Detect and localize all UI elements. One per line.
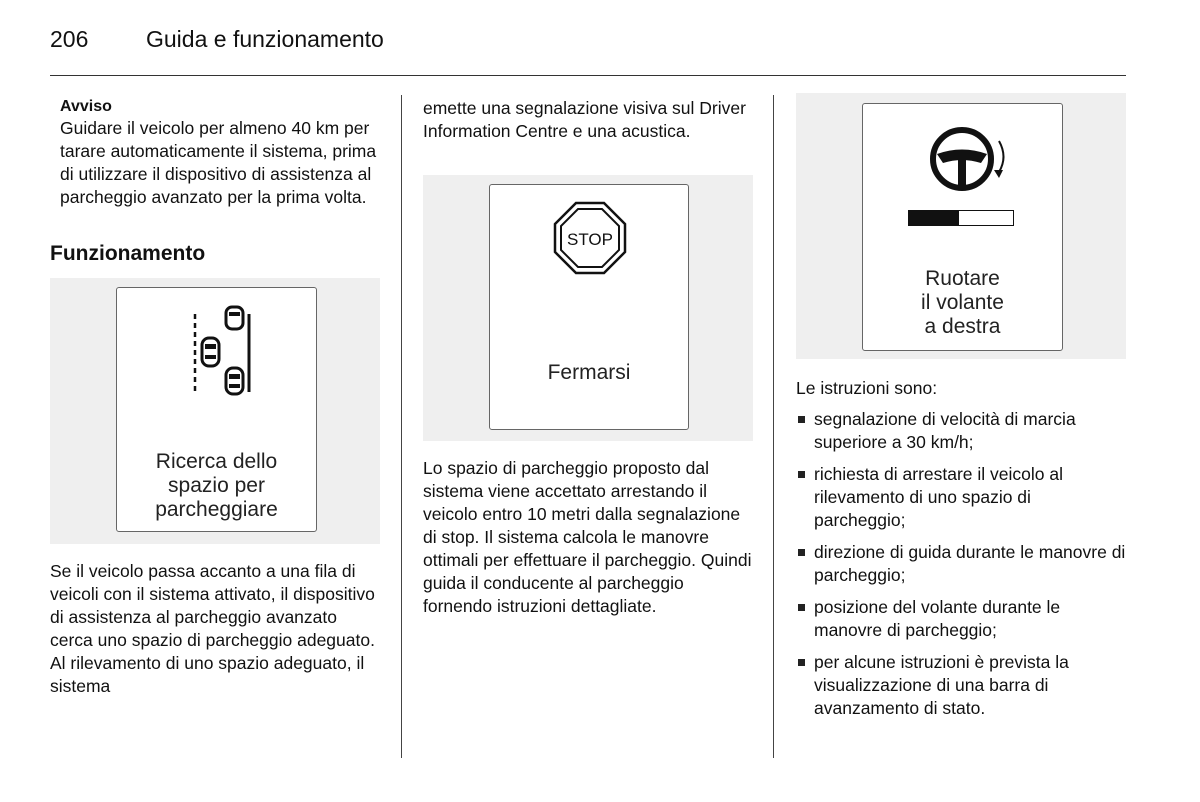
column-divider-1 <box>401 95 402 758</box>
middle-intro: emette una segnalazione visiva sul Driver Information Centre e una acustica. <box>423 98 746 141</box>
parking-search-caption: Ricerca dello spazio per parcheggiare <box>155 450 278 521</box>
stop-sign-icon <box>490 185 688 295</box>
middle-paragraph: Lo spazio di parcheggio proposto dal sistema viene accettato arrestando il veicolo entro 10 metri dalla segnalazione di stop. Il sistema calcola le manovre ottimali per effettuare il parcheggio. Quindi guida il conducente al parcheggio fornendo istruzioni dettagliate. <box>423 458 752 616</box>
instructions-list <box>796 408 1126 720</box>
notice-box <box>60 97 380 209</box>
list-item: per alcune istruzioni è prevista la visualizzazione di una barra di avanzamento di stato. <box>796 651 1126 720</box>
subheading-funzionamento: Funzionamento <box>50 242 206 265</box>
header-rule <box>50 75 1126 76</box>
page-number: 206 <box>50 26 89 52</box>
progress-bar-fill <box>909 211 959 225</box>
column-divider-2 <box>773 95 774 758</box>
figure-steering <box>796 93 1126 359</box>
progress-bar <box>908 210 1014 226</box>
instructions-intro: Le istruzioni sono: <box>796 378 938 398</box>
figure-stop <box>423 175 753 441</box>
display-panel <box>116 287 317 532</box>
section-title: Guida e funzionamento <box>146 26 384 52</box>
list-item: direzione di guida durante le manovre di parcheggio; <box>796 541 1126 587</box>
left-paragraph: Se il veicolo passa accanto a una fila di veicoli con il sistema attivato, il dispositivo di assistenza al parcheggio avanzato cerca uno spazio di parcheggio adeguato. Al rilevamento di uno spazio adeguato, il sistema <box>50 561 375 696</box>
notice-body: Guidare il veicolo per almeno 40 km per tarare automaticamente il sistema, prima di utilizzare il dispositivo di assistenza al parcheggio avanzato per la prima volta. <box>60 118 377 207</box>
instructions <box>796 377 1126 729</box>
parking-scene-icon <box>117 288 316 408</box>
list-item: segnalazione di velocità di marcia superiore a 30 km/h; <box>796 408 1126 454</box>
display-panel <box>489 184 689 430</box>
steering-caption: Ruotare il volante a destra <box>921 267 1004 338</box>
list-item: richiesta di arrestare il veicolo al rilevamento di uno spazio di parcheggio; <box>796 463 1126 532</box>
display-panel <box>862 103 1063 351</box>
notice-title: Avviso <box>60 98 112 115</box>
stop-caption: Fermarsi <box>547 361 631 384</box>
list-item: posizione del volante durante le manovre di parcheggio; <box>796 596 1126 642</box>
figure-parking-search <box>50 278 380 544</box>
stop-sign-label: STOP <box>567 230 613 249</box>
